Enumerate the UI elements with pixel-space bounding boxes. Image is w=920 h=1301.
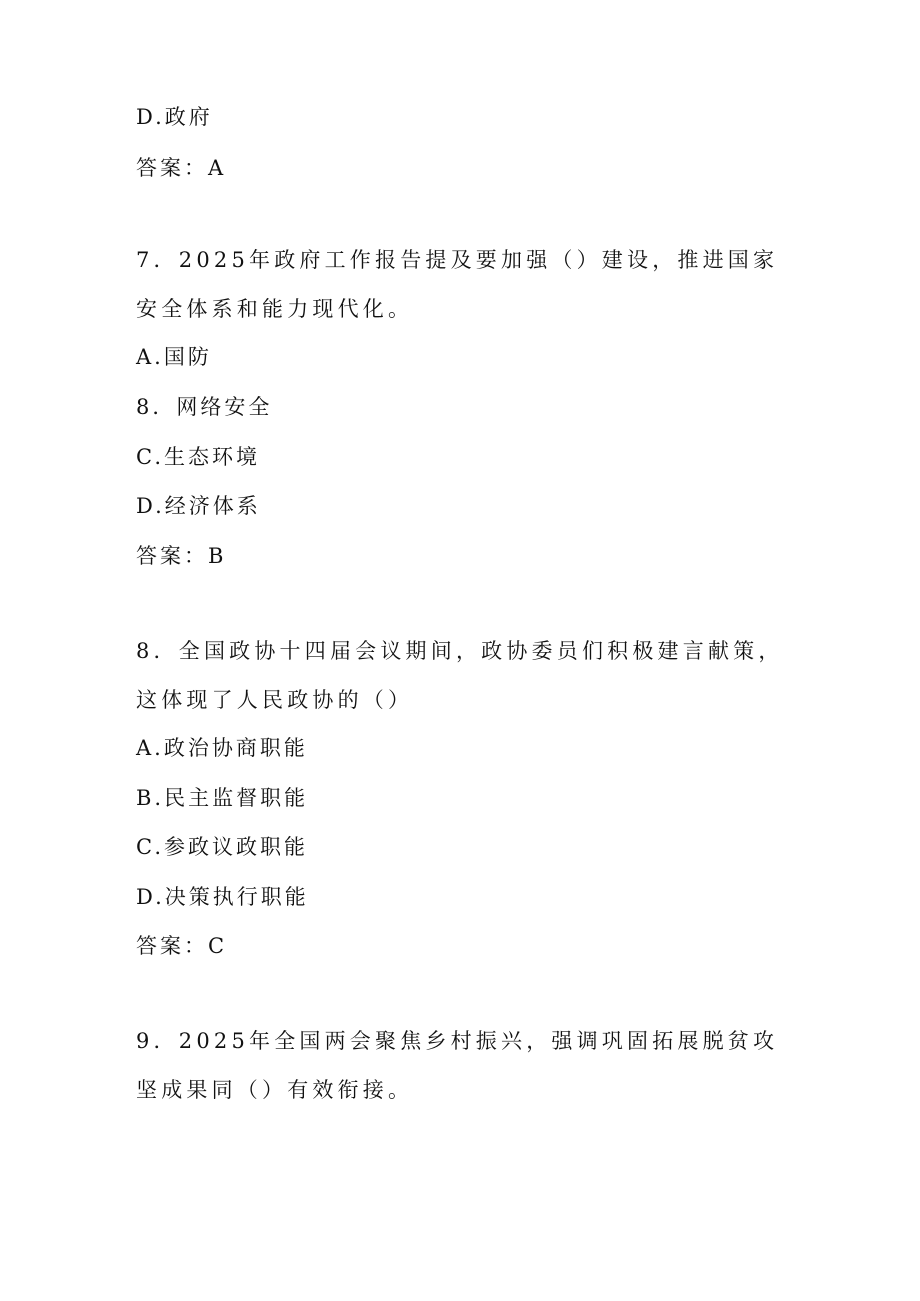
question-8: 8．全国政协十四届会议期间，政协委员们积极建言献策，这体现了人民政协的（）	[136, 639, 784, 712]
q8-option-d: D.决策执行职能	[136, 885, 309, 909]
q8-option-a: A.政治协商职能	[136, 736, 308, 760]
answer-8: 答案：C	[136, 934, 228, 958]
q7-option-c: C.生态环境	[136, 445, 260, 469]
answer-6: 答案：A	[136, 156, 227, 180]
q8-option-c: C.参政议政职能	[136, 835, 308, 859]
answer-7: 答案：B	[136, 544, 227, 568]
q7-option-b: 8．网络安全	[136, 395, 273, 419]
q8-option-b: B.民主监督职能	[136, 786, 309, 810]
option-d-government: D.政府	[136, 105, 213, 129]
question-9: 9．2025年全国两会聚焦乡村振兴，强调巩固拓展脱贫攻坚成果同（）有效衔接。	[136, 1029, 779, 1102]
q7-option-d: D.经济体系	[136, 494, 261, 518]
q7-option-a: A.国防	[136, 345, 212, 369]
question-7: 7．2025年政府工作报告提及要加强（）建设，推进国家安全体系和能力现代化。	[136, 248, 779, 321]
